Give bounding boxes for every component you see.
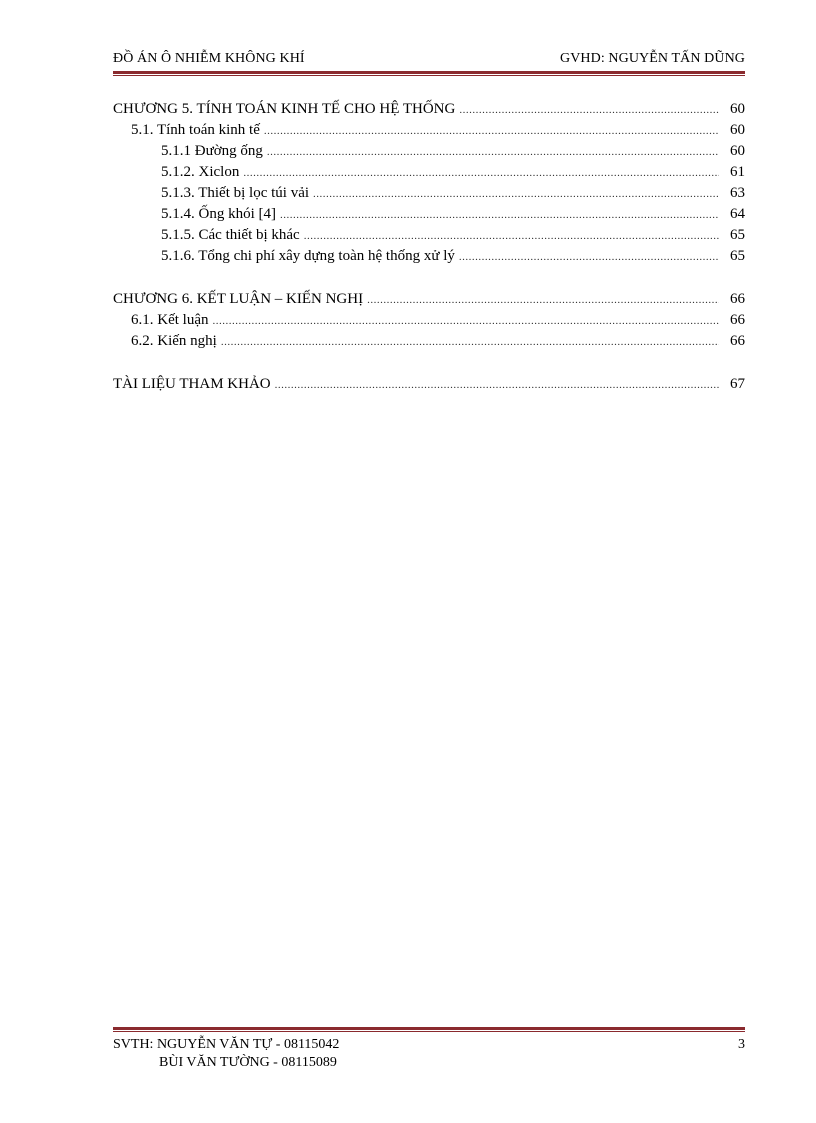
toc-leader bbox=[275, 375, 719, 396]
toc-leader bbox=[313, 184, 719, 205]
toc-leader bbox=[459, 100, 719, 121]
toc-page: 60 bbox=[730, 143, 745, 159]
toc-page: 60 bbox=[730, 122, 745, 138]
toc-entry-5-1-1[interactable] bbox=[113, 141, 745, 162]
footer-student-1: SVTH: NGUYỄN VĂN TỰ - 08115042 bbox=[113, 1037, 340, 1052]
page-number: 3 bbox=[738, 1037, 745, 1052]
toc-page: 61 bbox=[730, 164, 745, 180]
header-rule bbox=[113, 71, 745, 76]
toc-label: 6.2. Kiến nghị bbox=[131, 333, 217, 349]
toc-label: 5.1.3. Thiết bị lọc túi vải bbox=[161, 185, 310, 201]
toc-leader bbox=[212, 311, 719, 332]
toc-chapter-6[interactable] bbox=[113, 289, 745, 310]
toc-page: 64 bbox=[730, 206, 745, 222]
toc-entry-6-2[interactable] bbox=[113, 331, 745, 352]
toc-page: 65 bbox=[730, 248, 745, 264]
toc-label: 6.1. Kết luận bbox=[131, 312, 209, 328]
toc-leader bbox=[280, 205, 719, 226]
toc-page: 66 bbox=[730, 333, 745, 349]
table-of-contents bbox=[113, 99, 745, 395]
toc-leader bbox=[221, 332, 719, 353]
toc-page: 63 bbox=[730, 185, 745, 201]
toc-leader bbox=[459, 247, 719, 268]
toc-label: CHƯƠNG 6. KẾT LUẬN – KIẾN NGHỊ bbox=[113, 291, 364, 307]
toc-page: 67 bbox=[730, 376, 745, 392]
toc-leader bbox=[267, 142, 719, 163]
toc-label: 5.1. Tính toán kinh tế bbox=[131, 122, 260, 138]
footer-rule bbox=[113, 1027, 745, 1032]
page-footer bbox=[113, 1036, 745, 1072]
toc-entry-5-1[interactable] bbox=[113, 120, 745, 141]
toc-leader bbox=[264, 121, 719, 142]
toc-leader bbox=[367, 290, 719, 311]
page-header bbox=[113, 50, 745, 68]
toc-entry-6-1[interactable] bbox=[113, 310, 745, 331]
footer-student-2: BÙI VĂN TƯỜNG - 08115089 bbox=[159, 1055, 337, 1070]
toc-entry-5-1-5[interactable] bbox=[113, 225, 745, 246]
toc-chapter-5[interactable] bbox=[113, 99, 745, 120]
toc-leader bbox=[304, 226, 719, 247]
toc-page: 66 bbox=[730, 312, 745, 328]
header-title: ĐỒ ÁN Ô NHIỄM KHÔNG KHÍ bbox=[113, 51, 305, 66]
toc-leader bbox=[243, 163, 719, 184]
header-advisor: GVHD: NGUYỄN TẤN DŨNG bbox=[560, 51, 745, 66]
toc-entry-5-1-2[interactable] bbox=[113, 162, 745, 183]
toc-label: 5.1.5. Các thiết bị khác bbox=[161, 227, 300, 243]
toc-label: TÀI LIỆU THAM KHẢO bbox=[113, 376, 271, 392]
toc-label: CHƯƠNG 5. TÍNH TOÁN KINH TẾ CHO HỆ THỐNG bbox=[113, 101, 456, 117]
toc-entry-5-1-3[interactable] bbox=[113, 183, 745, 204]
toc-entry-5-1-4[interactable] bbox=[113, 204, 745, 225]
toc-references[interactable] bbox=[113, 374, 745, 395]
toc-label: 5.1.2. Xiclon bbox=[161, 164, 240, 180]
toc-page: 65 bbox=[730, 227, 745, 243]
toc-entry-5-1-6[interactable] bbox=[113, 246, 745, 267]
toc-page: 60 bbox=[730, 101, 745, 117]
toc-label: 5.1.6. Tổng chi phí xây dựng toàn hệ thống xử lý bbox=[161, 248, 455, 264]
toc-page: 66 bbox=[730, 291, 745, 307]
toc-label: 5.1.4. Ống khói [4] bbox=[161, 206, 276, 222]
toc-label: 5.1.1 Đường ống bbox=[161, 143, 263, 159]
